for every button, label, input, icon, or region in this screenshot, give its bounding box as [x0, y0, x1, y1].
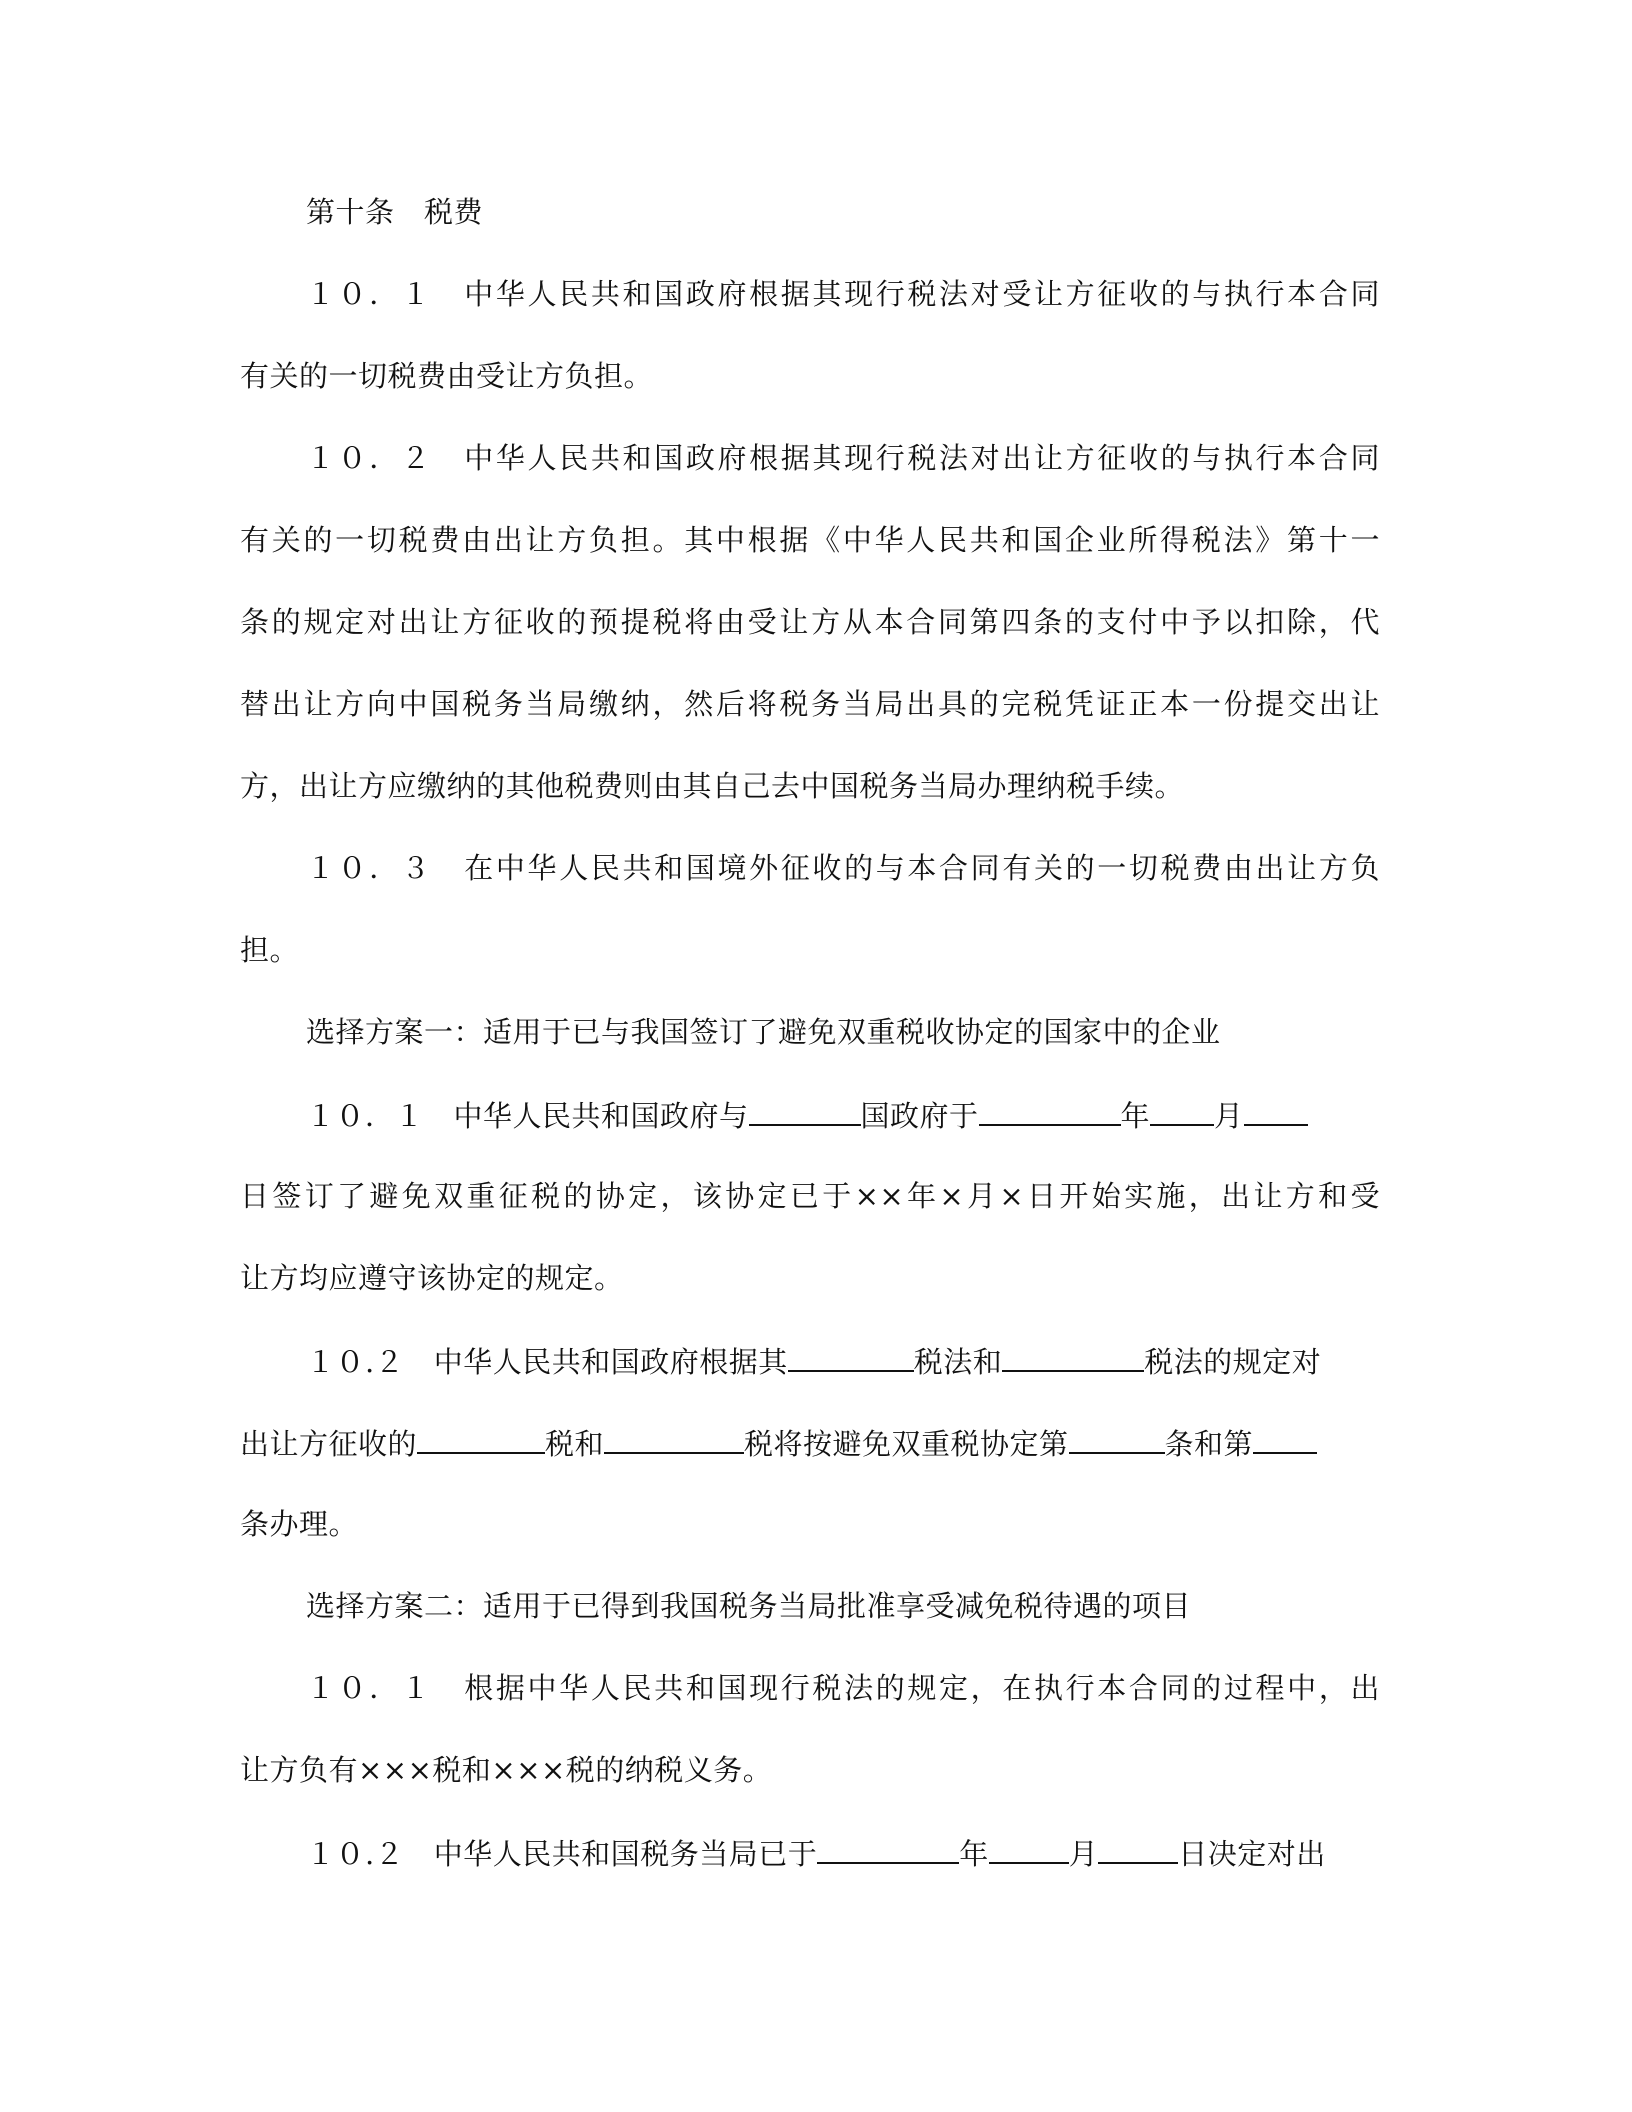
text-segment: １０.２ 中华人民共和国税务当局已于 [306, 1837, 818, 1871]
blank-field [1002, 1340, 1144, 1372]
blank-field [604, 1422, 744, 1454]
blank-field [979, 1094, 1121, 1126]
text-segment: 条和第 [1164, 1427, 1254, 1461]
option-two-heading: 选择方案二：适用于已得到我国税务当局批准享受减免税待遇的项目 [306, 1589, 1192, 1623]
article-title: 第十条 税费 [306, 195, 484, 229]
blank-field [1244, 1094, 1308, 1126]
text-segment: 月 [1214, 1099, 1244, 1133]
text-segment: 税法的规定对 [1144, 1345, 1322, 1379]
text-segment: 月 [1068, 1837, 1099, 1871]
clause-10-2-line-2: 有关的一切税费由出让方负担。其中根据《中华人民共和国企业所得税法》第十一 [240, 523, 1380, 557]
option-one-heading: 选择方案一：适用于已与我国签订了避免双重税收协定的国家中的企业 [306, 1015, 1221, 1049]
clause-10-3-line-1: １０．３ 在中华人民共和国境外征收的与本合同有关的一切税费由出让方负 [306, 851, 1380, 885]
text-segment: 国政府于 [860, 1099, 979, 1133]
clause-10-1-line-2: 有关的一切税费由受让方负担。 [240, 359, 654, 393]
option-one-clause-2-line-1 [306, 1340, 1380, 1382]
blank-field [1253, 1422, 1317, 1454]
clause-10-2-line-1: １０．２ 中华人民共和国政府根据其现行税法对出让方征收的与执行本合同 [306, 441, 1380, 475]
clause-10-3-line-2: 担。 [240, 933, 300, 967]
clause-10-1-line-1: １０．１ 中华人民共和国政府根据其现行税法对受让方征收的与执行本合同 [306, 277, 1380, 311]
option-two-clause-1-line-2: 让方负有×××税和×××税的纳税义务。 [240, 1753, 773, 1787]
option-one-clause-1-line-3: 让方均应遵守该协定的规定。 [240, 1261, 624, 1295]
blank-field [1150, 1094, 1214, 1126]
text-segment: １０．１ 中华人民共和国政府与 [306, 1099, 749, 1133]
option-one-clause-2-line-2 [240, 1422, 1380, 1464]
blank-field [1069, 1422, 1165, 1454]
text-segment: 税将按避免双重税协定第 [744, 1427, 1069, 1461]
text-segment: 出让方征收的 [240, 1427, 418, 1461]
clause-10-2-line-5: 方，出让方应缴纳的其他税费则由其自己去中国税务当局办理纳税手续。 [240, 769, 1185, 803]
option-one-clause-2-line-3: 条办理。 [240, 1507, 359, 1541]
blank-field [817, 1832, 959, 1864]
text-segment: １０.２ 中华人民共和国政府根据其 [306, 1345, 788, 1379]
option-one-clause-1-line-1 [306, 1094, 1380, 1136]
blank-field [788, 1340, 914, 1372]
text-segment: 税和 [545, 1427, 605, 1461]
blank-field [417, 1422, 545, 1454]
option-one-clause-1-line-2: 日签订了避免双重征税的协定，该协定已于××年×月×日开始实施，出让方和受 [240, 1179, 1380, 1213]
text-segment: 税法和 [913, 1345, 1003, 1379]
clause-10-2-line-3: 条的规定对出让方征收的预提税将由受让方从本合同第四条的支付中予以扣除，代 [240, 605, 1380, 639]
text-segment: 年 [1120, 1099, 1151, 1133]
blank-field [989, 1832, 1069, 1864]
clause-10-2-line-4: 替出让方向中国税务当局缴纳，然后将税务当局出具的完税凭证正本一份提交出让 [240, 687, 1380, 721]
blank-field [1098, 1832, 1178, 1864]
option-two-clause-2-line-1 [306, 1832, 1380, 1874]
text-segment: 日决定对出 [1178, 1837, 1326, 1871]
blank-field [749, 1094, 861, 1126]
text-segment: 年 [959, 1837, 989, 1871]
option-two-clause-1-line-1: １０．１ 根据中华人民共和国现行税法的规定，在执行本合同的过程中，出 [306, 1671, 1380, 1705]
